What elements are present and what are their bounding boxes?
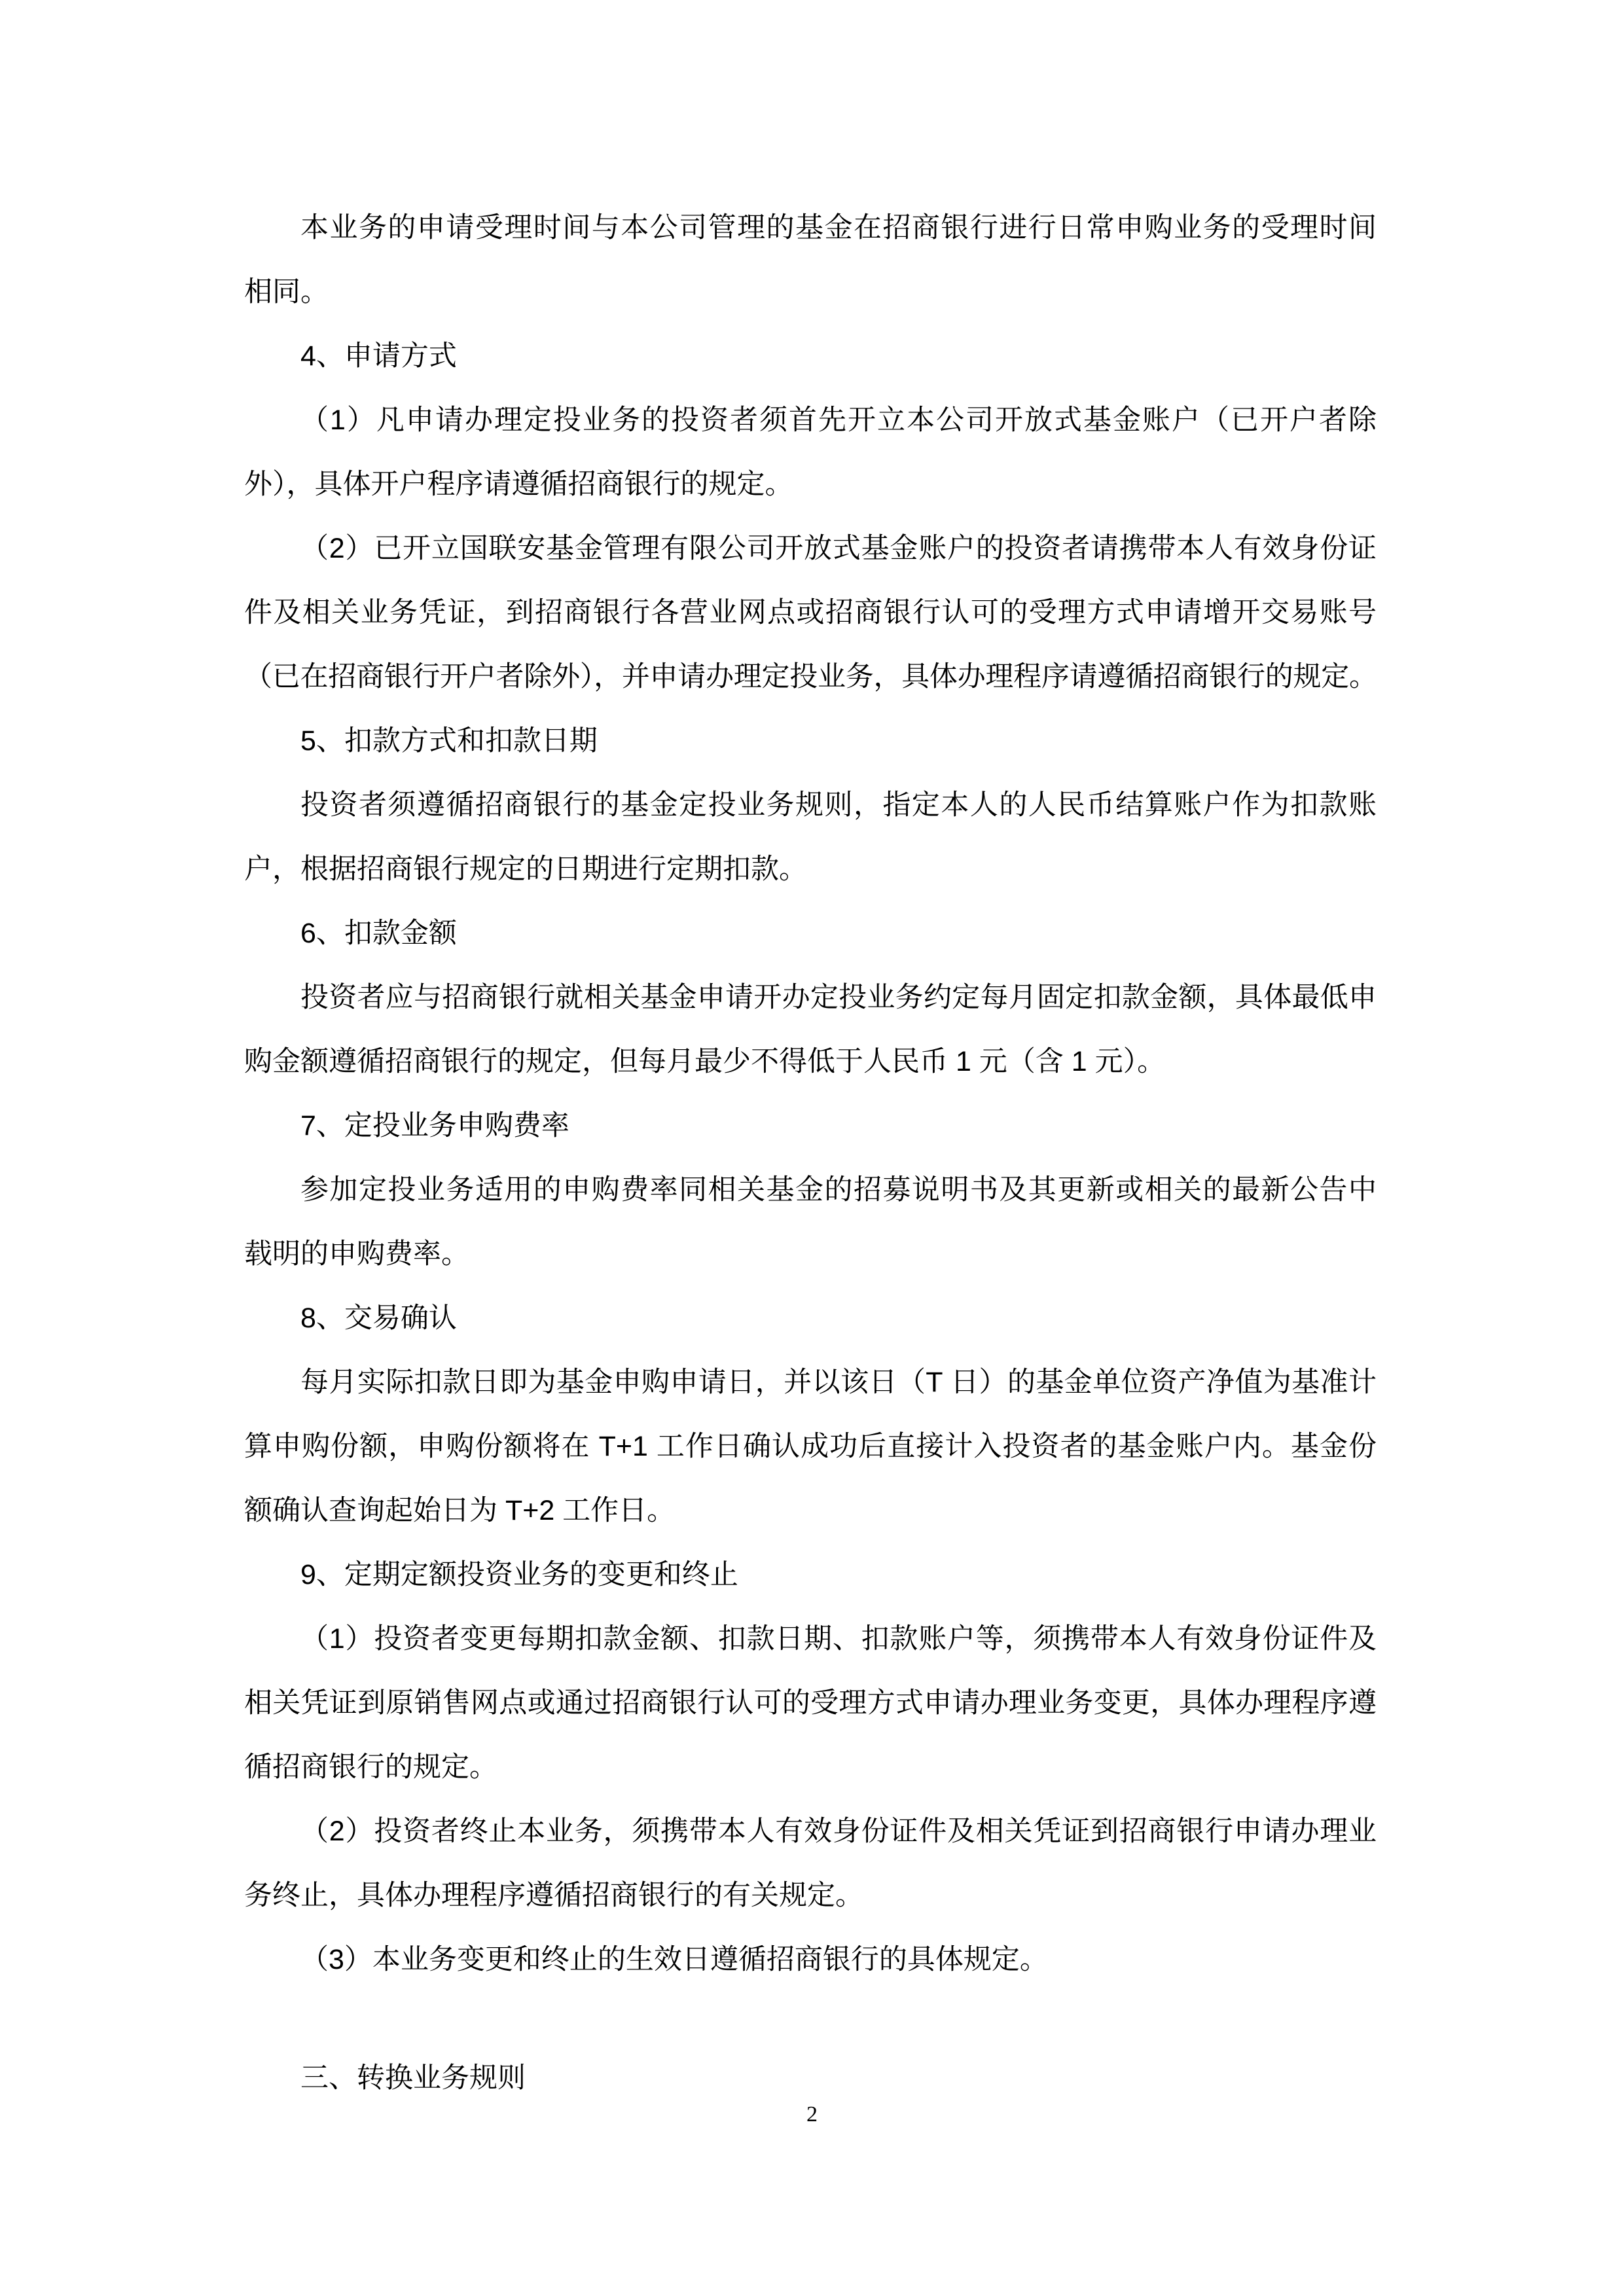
document-line: （1）投资者变更每期扣款金额、扣款日期、扣款账户等，须携带本人有效身份证件及 — [300, 1623, 1377, 1655]
document-line: 投资者须遵循招商银行的基金定投业务规则，指定本人的人民币结算账户作为扣款账 — [300, 789, 1377, 821]
document-line: （已在招商银行开户者除外），并申请办理定投业务，具体办理程序请遵循招商银行的规定。 — [244, 661, 1377, 692]
list-heading-8: 8、交易确认 — [300, 1302, 457, 1334]
list-heading-6: 6、扣款金额 — [300, 918, 457, 949]
list-heading-4: 4、申请方式 — [300, 340, 457, 372]
document-line: 相关凭证到原销售网点或通过招商银行认可的受理方式申请办理业务变更，具体办理程序遵 — [244, 1687, 1377, 1719]
document-line: 本业务的申请受理时间与本公司管理的基金在招商银行进行日常申购业务的受理时间 — [300, 212, 1377, 243]
document-line: 件及相关业务凭证，到招商银行各营业网点或招商银行认可的受理方式申请增开交易账号 — [244, 597, 1377, 628]
document-line: 每月实际扣款日即为基金申购申请日，并以该日（T 日）的基金单位资产净值为基准计 — [300, 1367, 1377, 1398]
page-number: 2 — [806, 2102, 818, 2126]
document-line: （3）本业务变更和终止的生效日遵循招商银行的具体规定。 — [300, 1944, 1048, 1975]
document-line: 户，根据招商银行规定的日期进行定期扣款。 — [244, 853, 807, 885]
list-heading-5: 5、扣款方式和扣款日期 — [300, 725, 598, 757]
section-gap — [244, 1992, 1377, 2046]
section-heading: 三、转换业务规则 — [300, 2062, 526, 2094]
document-line: 投资者应与招商银行就相关基金申请开办定投业务约定每月固定扣款金额，具体最低申 — [300, 982, 1377, 1013]
document-line: 购金额遵循招商银行的规定，但每月最少不得低于人民币 1 元（含 1 元）。 — [244, 1046, 1166, 1077]
document-line: 外），具体开户程序请遵循招商银行的规定。 — [244, 469, 793, 500]
document-line: 载明的申购费率。 — [244, 1238, 469, 1270]
list-heading-9: 9、定期定额投资业务的变更和终止 — [300, 1559, 738, 1590]
document-line: 额确认查询起始日为 T+2 工作日。 — [244, 1495, 676, 1526]
document-line: （2）已开立国联安基金管理有限公司开放式基金账户的投资者请携带本人有效身份证 — [300, 533, 1377, 564]
document-line: （1）凡申请办理定投业务的投资者须首先开立本公司开放式基金账户（已开户者除 — [300, 404, 1377, 436]
document-line: 参加定投业务适用的申购费率同相关基金的招募说明书及其更新或相关的最新公告中 — [300, 1174, 1377, 1206]
document-line: 相同。 — [244, 276, 329, 308]
document-line: 算申购份额，申购份额将在 T+1 工作日确认成功后直接计入投资者的基金账户内。基金份 — [244, 1431, 1377, 1462]
document-line: 循招商银行的规定。 — [244, 1751, 497, 1783]
document-line: （2）投资者终止本业务，须携带本人有效身份证件及相关凭证到招商银行申请办理业 — [300, 1816, 1377, 1847]
document-line: 务终止，具体办理程序遵循招商银行的有关规定。 — [244, 1880, 863, 1911]
list-heading-7: 7、定投业务申购费率 — [300, 1110, 569, 1141]
document-body — [244, 196, 1377, 2110]
